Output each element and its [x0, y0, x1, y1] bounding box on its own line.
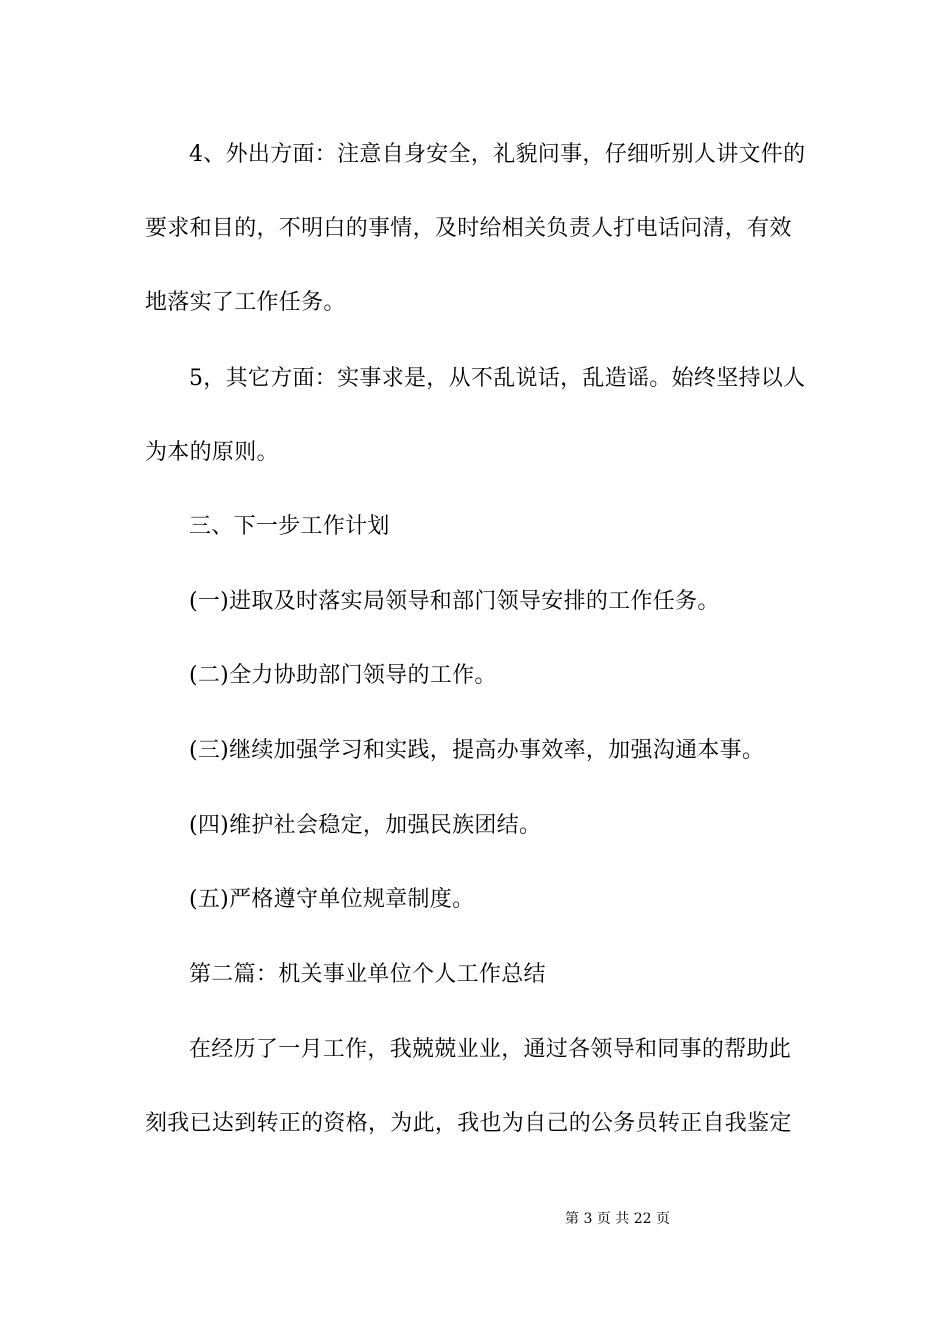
- paragraph-line: 要求和目的，不明白的事情，及时给相关负责人打电话问清，有效: [145, 216, 792, 241]
- page-number: 第 3 页 共 22 页: [565, 1211, 670, 1227]
- list-item: (四)维护社会稳定，加强民族团结。: [189, 813, 542, 838]
- list-item: (一)进取及时落实局领导和部门领导安排的工作任务。: [189, 589, 720, 614]
- paragraph-line: 5，其它方面：实事求是，从不乱说话，乱造谣。始终坚持以人: [189, 366, 806, 391]
- chapter-title: 第二篇：机关事业单位个人工作总结: [189, 962, 546, 987]
- section-heading: 三、下一步工作计划: [189, 514, 390, 539]
- list-item: (三)继续加强学习和实践，提高办事效率，加强沟通本事。: [189, 738, 765, 763]
- paragraph-line: 地落实了工作任务。: [145, 290, 346, 315]
- paragraph-line: 为本的原则。: [145, 440, 279, 465]
- paragraph-line: 4、外出方面：注意自身安全，礼貌问事，仔细听别人讲文件的: [189, 142, 806, 167]
- paragraph-line: 刻我已达到转正的资格，为此，我也为自己的公务员转正自我鉴定: [145, 1111, 792, 1136]
- list-item: (五)严格遵守单位规章制度。: [189, 887, 475, 912]
- list-item: (二)全力协助部门领导的工作。: [189, 663, 497, 688]
- paragraph-line: 在经历了一月工作，我兢兢业业，通过各领导和同事的帮助此: [189, 1037, 792, 1062]
